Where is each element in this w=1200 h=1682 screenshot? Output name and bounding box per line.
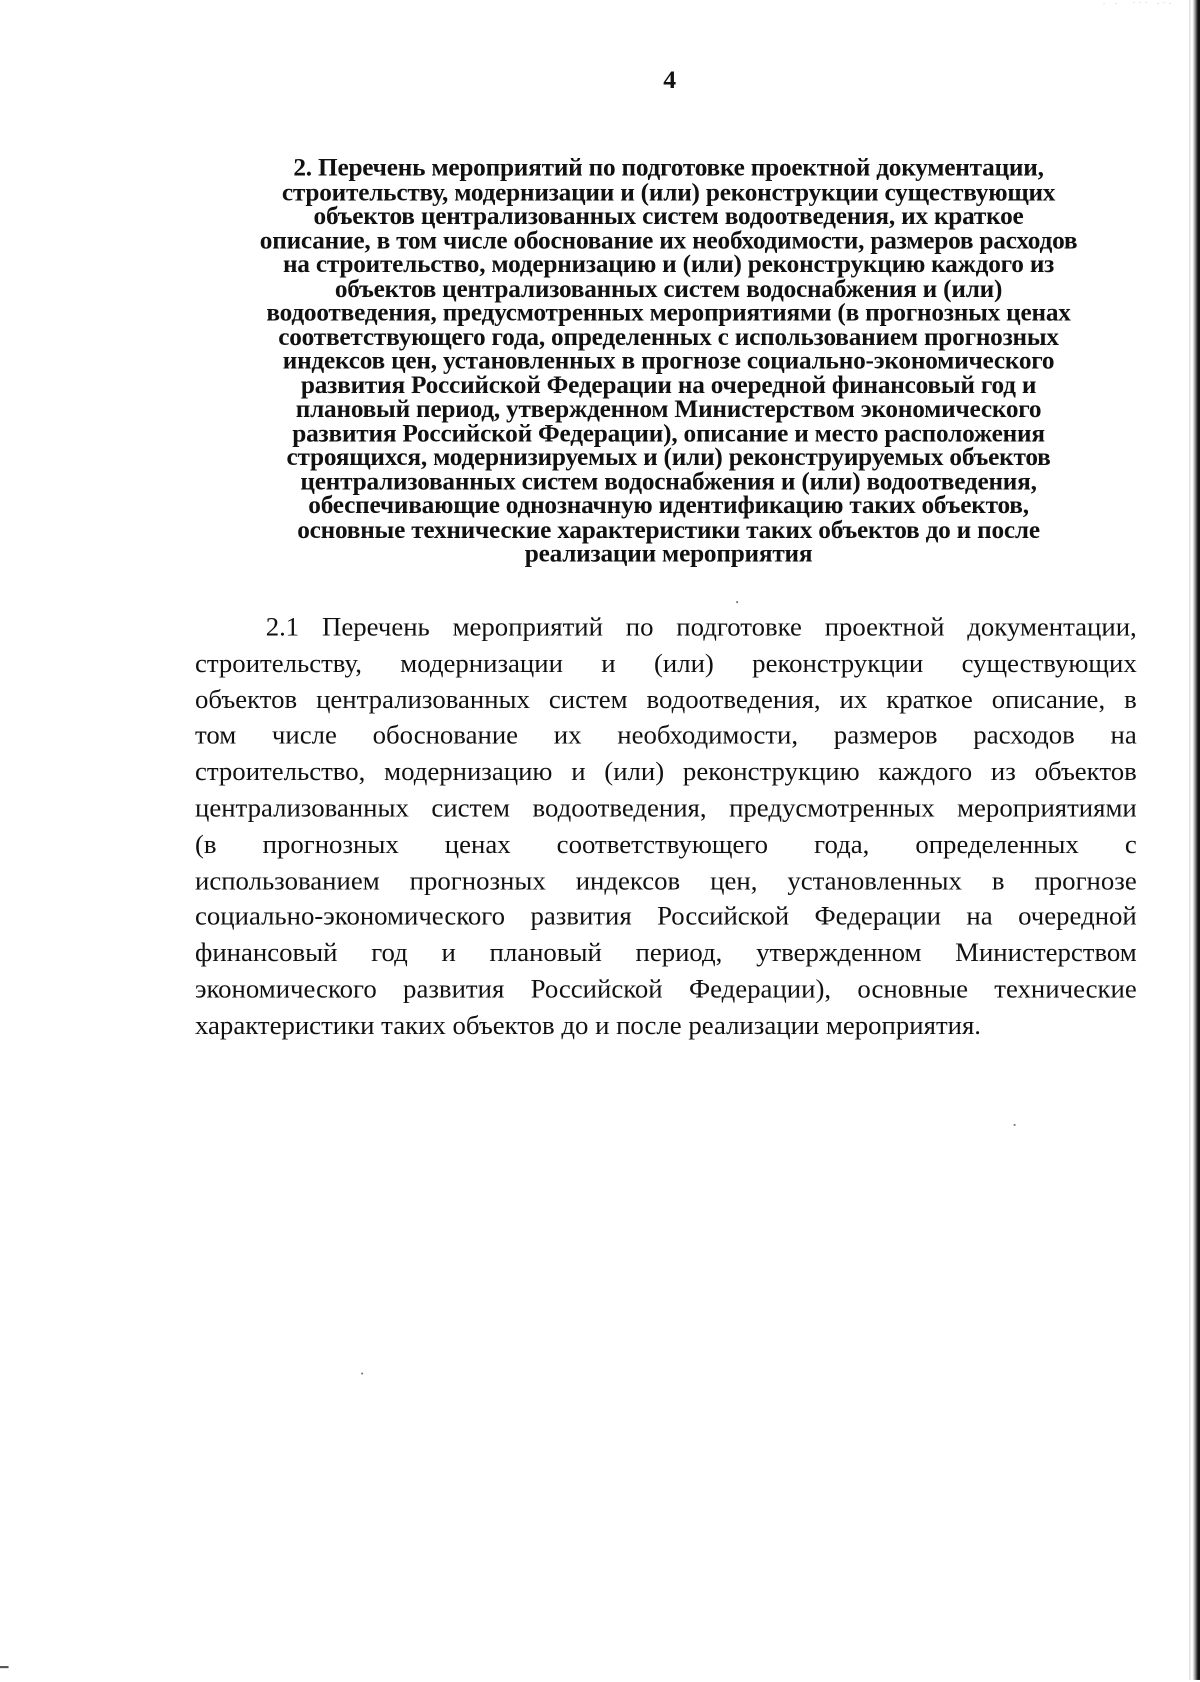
scan-speck bbox=[1014, 1124, 1016, 1126]
scan-artifact: · · ⁻⁻⁻ ·⁻· bbox=[1102, 0, 1175, 8]
heading-line: централизованных систем водоснабжения и (или) водоотведения, bbox=[300, 467, 1037, 496]
section-paragraph bbox=[195, 610, 1137, 1045]
heading-line: объектов централизованных систем водоотведения, их краткое bbox=[313, 202, 1024, 231]
section-heading bbox=[199, 156, 1138, 566]
paragraph-line: социально-экономического развития Российской Федерации на очередной bbox=[194, 902, 1137, 932]
heading-line: на строительство, модернизацию и (или) реконструкцию каждого из bbox=[282, 250, 1055, 279]
paragraph-line: использованием прогнозных индексов цен, установленных в прогнозе bbox=[194, 866, 1137, 896]
paragraph-line: экономического развития Российской Федерации), основные технические bbox=[194, 974, 1137, 1004]
scan-speck bbox=[736, 601, 738, 603]
heading-line: описание, в том числе обоснование их необходимости, размеров расходов bbox=[259, 226, 1078, 255]
scan-edge-mark bbox=[0, 1666, 9, 1668]
heading-line: соответствующего года, определенных с использованием прогнозных bbox=[278, 323, 1059, 351]
heading-line: развития Российской Федерации на очередной финансовый год и bbox=[300, 371, 1037, 400]
paragraph-line: (в прогнозных ценах соответствующего года, определенных с bbox=[194, 830, 1137, 860]
heading-line: развития Российской Федерации), описание и место расположения bbox=[292, 419, 1045, 448]
heading-line: плановый период, утвержденном Министерством экономического bbox=[295, 395, 1042, 424]
scan-edge-shadow bbox=[1192, 0, 1199, 1680]
paragraph-line: объектов централизованных систем водоотведения, их краткое описание, в bbox=[194, 685, 1137, 715]
scan-speck bbox=[361, 1372, 363, 1374]
paragraph-line: строительство, модернизацию и (или) реконструкцию каждого из объектов bbox=[194, 757, 1137, 787]
heading-line: обеспечивающие однозначную идентификацию таких объектов, bbox=[308, 491, 1029, 520]
page-number: 4 bbox=[663, 66, 677, 95]
paragraph-line: том числе обоснование их необходимости, размеров расходов на bbox=[194, 721, 1137, 751]
heading-line: объектов централизованных систем водоснабжения и (или) bbox=[334, 274, 1003, 303]
paragraph-line: финансовый год и плановый период, утвержденном Министерством bbox=[194, 938, 1137, 968]
paragraph-line: характеристики таких объектов до и после реализации мероприятия. bbox=[194, 1011, 982, 1041]
heading-line: 2. Перечень мероприятий по подготовке проектной документации, bbox=[293, 154, 1044, 183]
paragraph-line: строительству, модернизации и (или) реконструкции существующих bbox=[194, 649, 1137, 678]
heading-line: строительству, модернизации и (или) реконструкции существующих bbox=[281, 178, 1056, 207]
heading-line: реализации мероприятия bbox=[524, 539, 813, 568]
paragraph-line: централизованных систем водоотведения, предусмотренных мероприятиями bbox=[194, 793, 1137, 823]
paragraph-line: 2.1 Перечень мероприятий по подготовке проектной документации, bbox=[265, 612, 1137, 642]
heading-line: водоотведения, предусмотренных мероприятиями (в прогнозных ценах bbox=[266, 298, 1071, 327]
scan-edge-line bbox=[1189, 0, 1190, 1680]
heading-line: индексов цен, установленных в прогнозе социально-экономического bbox=[282, 347, 1055, 375]
heading-line: строящихся, модернизируемых и (или) реконструируемых объектов bbox=[286, 443, 1051, 472]
heading-line: основные технические характеристики таких объектов до и после bbox=[297, 515, 1040, 544]
